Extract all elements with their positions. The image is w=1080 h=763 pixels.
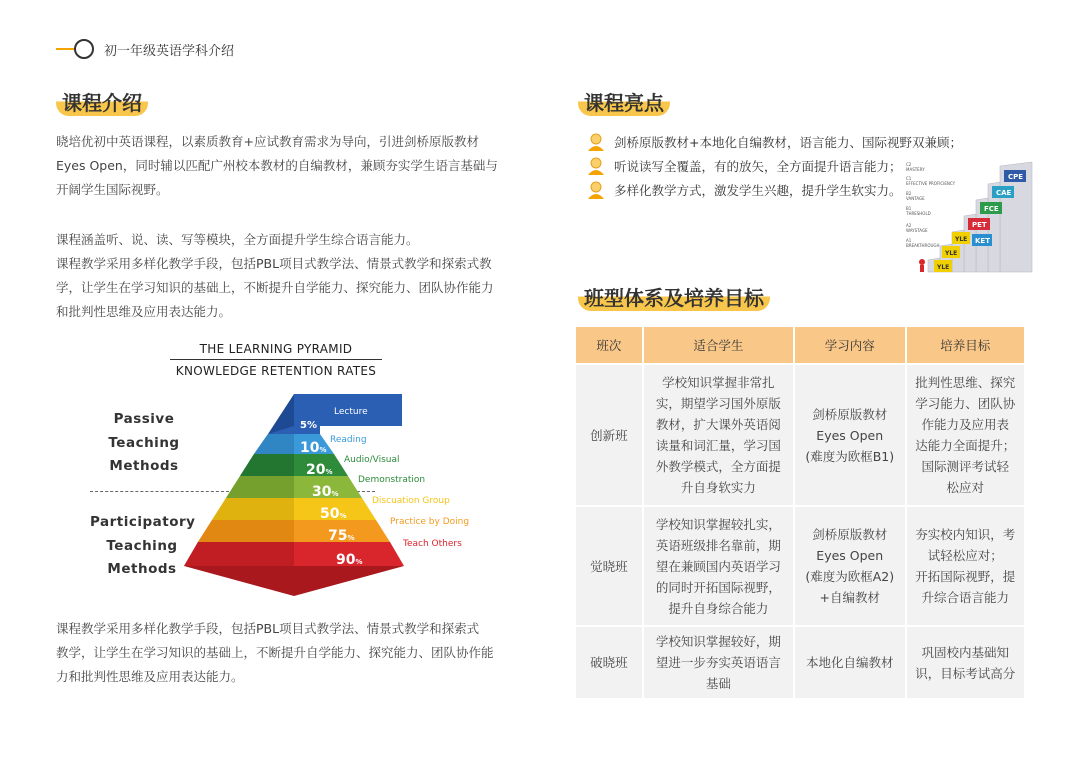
intro-para-3-line: 力和批判性思维及应用表达能力。 xyxy=(56,669,244,684)
cell-line: 国际测评考试轻 xyxy=(921,459,1010,474)
intro-para-3-line: 课程教学采用多样化教学手段，包括PBL项目式教学法、情景式教学和探索式 xyxy=(56,621,480,636)
stairs-level-desc: BREAKTHROUGH xyxy=(906,243,940,248)
cell-line: 松应对 xyxy=(946,480,985,495)
stairs-level-desc: EFFECTIVE PROFICIENCY xyxy=(906,181,956,186)
highlight-text: 多样化教学方式，激发学生兴趣，提升学生软实力。 xyxy=(614,183,902,198)
class-content xyxy=(795,507,905,625)
stairs-level-code: C1 xyxy=(906,176,912,181)
pyramid-pct: 75% xyxy=(328,528,355,544)
pyramid-pct: 20% xyxy=(306,462,333,478)
intro-para-2 xyxy=(56,228,526,324)
climber-icon xyxy=(919,259,925,265)
intro-para-2-line: 和批判性思维及应用表达能力。 xyxy=(56,304,232,319)
cell-line: 教材，扩大课外英语阅 xyxy=(655,417,781,432)
col-header-content: 学习内容 xyxy=(795,327,905,363)
person-icon xyxy=(586,132,606,152)
cell-line: +自编教材 xyxy=(819,590,880,605)
cell-line: 望进一步夯实英语语言 xyxy=(655,655,781,670)
stairs-level-code: B2 xyxy=(906,191,912,196)
intro-para-1 xyxy=(56,130,526,202)
stairs-level-code: A1 xyxy=(906,238,912,243)
cambridge-levels-stairs xyxy=(900,160,1036,280)
cell-line: 升自身软实力 xyxy=(680,480,756,495)
header-accent-line xyxy=(56,48,76,50)
cell-line: 开拓国际视野，提 xyxy=(915,569,1016,584)
cell-line: 达能力全面提升； xyxy=(915,438,1016,453)
col-header-students: 适合学生 xyxy=(644,327,793,363)
page-title: 初一年级英语学科介绍 xyxy=(104,43,235,59)
pyramid-base xyxy=(184,566,404,596)
badge-text: KET xyxy=(975,237,990,245)
pyramid-pct: 90% xyxy=(336,552,363,568)
intro-para-2-line: 课程涵盖听、说、读、写等模块，全方面提升学生综合语言能力。 xyxy=(56,232,419,247)
pyramid-face xyxy=(212,498,294,520)
passive-label-line: Passive xyxy=(113,411,175,427)
col-header-goal: 培养目标 xyxy=(907,327,1024,363)
cell-line: 读量和词汇量，学习国 xyxy=(655,438,781,453)
table-row xyxy=(576,365,1024,505)
badge-text: FCE xyxy=(984,205,999,213)
badge-text: YLE xyxy=(955,236,968,243)
stairs-level-desc: THRESHOLD xyxy=(906,211,931,216)
pyramid-face xyxy=(240,454,294,476)
pyramid-label-lecture: Lecture xyxy=(334,407,368,417)
passive-label-line: Teaching xyxy=(108,434,180,451)
person-icon xyxy=(586,180,606,200)
stairs-level-desc: WAYSTAGE xyxy=(906,228,928,233)
pyramid-pct: 5% xyxy=(300,420,317,431)
stairs-level-desc: VANTAGE xyxy=(906,196,925,201)
stairs-level-code: C2 xyxy=(906,162,912,167)
table-header-row xyxy=(576,327,1024,363)
passive-label-line: Methods xyxy=(109,458,179,474)
pyramid-label-reading: Reading xyxy=(330,435,367,445)
cell-line: 试轻松应对； xyxy=(927,548,1003,563)
class-name: 觉晓班 xyxy=(576,507,642,625)
pyramid-label-audio: Audio/Visual xyxy=(344,455,400,465)
pyramid-pct: 50% xyxy=(320,506,347,522)
cell-line: 学习能力、团队协 xyxy=(915,396,1016,411)
participatory-label-line: Methods xyxy=(107,561,177,577)
class-goal xyxy=(907,627,1024,698)
highlight-text: 剑桥原版教材+本地化自编教材，语言能力、国际视野双兼顾； xyxy=(614,135,962,150)
highlight-item xyxy=(586,130,962,154)
cell-line: 的同时开拓国际视野， xyxy=(655,579,781,595)
table-row xyxy=(576,507,1024,625)
page-header xyxy=(56,38,234,60)
cell-line: (难度为欧框A2) xyxy=(805,569,895,584)
climber-body xyxy=(920,265,924,272)
pyramid-label-practice: Practice by Doing xyxy=(390,517,470,527)
intro-para-1-line: 开阔学生国际视野。 xyxy=(56,182,169,197)
pyramid-heading xyxy=(170,342,382,378)
pyramid-face xyxy=(254,434,294,454)
cell-line: 剑桥原版教材 xyxy=(812,527,888,542)
participatory-label-line: Participatory xyxy=(90,514,196,530)
pyramid-pct: 30% xyxy=(312,484,339,500)
pyramid-label-teach: Teach Others xyxy=(403,539,462,549)
cell-line: 剑桥原版教材 xyxy=(812,406,888,422)
cell-line: 外教学模式，全方面提 xyxy=(655,459,781,474)
pyramid-label-demonstration: Demonstration xyxy=(358,475,426,485)
class-goal xyxy=(907,507,1024,625)
badge-text: CPE xyxy=(1008,173,1024,181)
learning-pyramid xyxy=(170,390,480,602)
badge-text: CAE xyxy=(996,189,1012,197)
table-row xyxy=(576,627,1024,698)
intro-para-1-line: 晓培优初中英语课程，以素质教育+应试教育需求为导向，引进剑桥原版教材 xyxy=(56,134,479,149)
cell-line: 学校知识掌握非常扎 xyxy=(662,375,775,390)
cell-line: 基础 xyxy=(705,676,731,691)
person-icon xyxy=(586,156,606,176)
cell-line: (难度为欧框B1) xyxy=(805,448,895,464)
class-name: 创新班 xyxy=(576,365,642,505)
header-circle-icon xyxy=(74,39,94,59)
cell-line: 作能力及应用表 xyxy=(921,417,1010,432)
class-name: 破晓班 xyxy=(576,627,642,698)
intro-para-2-line: 课程教学采用多样化教学手段，包括PBL项目式教学法、情景式教学和探索式教 xyxy=(56,256,492,271)
participatory-label-line: Teaching xyxy=(106,537,178,554)
cell-line: 批判性思维、探究 xyxy=(915,375,1016,390)
cell-line: 英语班级排名靠前，期 xyxy=(655,537,781,553)
intro-para-3 xyxy=(56,617,526,689)
intro-para-1-line: Eyes Open，同时辅以匹配广州校本教材的自编教材，兼顾夯实学生语言基础与 xyxy=(56,158,498,173)
pyramid-face xyxy=(184,542,294,566)
cell-line: Eyes Open xyxy=(816,548,884,563)
class-content xyxy=(795,365,905,505)
class-students xyxy=(644,365,793,505)
pyramid-face xyxy=(226,476,294,498)
cell-line: Eyes Open xyxy=(816,427,884,443)
class-table xyxy=(574,325,1026,700)
cell-line: 提升自身综合能力 xyxy=(668,600,769,616)
highlights-title: 课程亮点 xyxy=(578,90,670,116)
pyramid-title-2: KNOWLEDGE RETENTION RATES xyxy=(175,364,377,378)
stairs-level-desc: MASTERY xyxy=(906,167,925,172)
pyramid-pct: 10% xyxy=(300,440,327,456)
col-header-class: 班次 xyxy=(576,327,642,363)
pyramid-face xyxy=(198,520,294,542)
cell-line: 巩固校内基础知 xyxy=(921,644,1010,660)
cell-line: 望在兼顾国内英语学习 xyxy=(655,558,781,574)
badge-text: YLE xyxy=(937,264,950,271)
pyramid-title-1: THE LEARNING PYRAMID xyxy=(170,342,382,360)
class-students xyxy=(644,627,793,698)
cell-line: 学校知识掌握较好，期 xyxy=(655,634,781,649)
class-goal xyxy=(907,365,1024,505)
class-content xyxy=(795,627,905,698)
cell-line: 夯实校内知识，考 xyxy=(915,527,1016,542)
highlight-text: 听说读写全覆盖，有的放矢，全方面提升语言能力； xyxy=(614,159,902,174)
cell-line: 本地化自编教材 xyxy=(805,655,894,670)
badge-text: YLE xyxy=(945,250,958,257)
pyramid-label-discussion: Discuation Group xyxy=(372,496,450,506)
classes-title: 班型体系及培养目标 xyxy=(578,285,770,311)
intro-title: 课程介绍 xyxy=(56,90,148,116)
cell-line: 实，期望学习国外原版 xyxy=(655,396,781,411)
cell-line: 升综合语言能力 xyxy=(921,590,1010,605)
class-students xyxy=(644,507,793,625)
intro-para-2-line: 学，让学生在学习知识的基础上，不断提升自学能力、探究能力、团队协作能力 xyxy=(56,280,494,295)
stairs-level-code: B1 xyxy=(906,206,912,211)
cell-line: 学校知识掌握较扎实， xyxy=(655,516,781,532)
intro-para-3-line: 教学，让学生在学习知识的基础上，不断提升自学能力、探究能力、团队协作能 xyxy=(56,645,494,660)
stairs-level-code: A2 xyxy=(906,223,912,228)
badge-text: PET xyxy=(972,221,987,229)
cell-line: 识，目标考试高分 xyxy=(915,665,1016,681)
